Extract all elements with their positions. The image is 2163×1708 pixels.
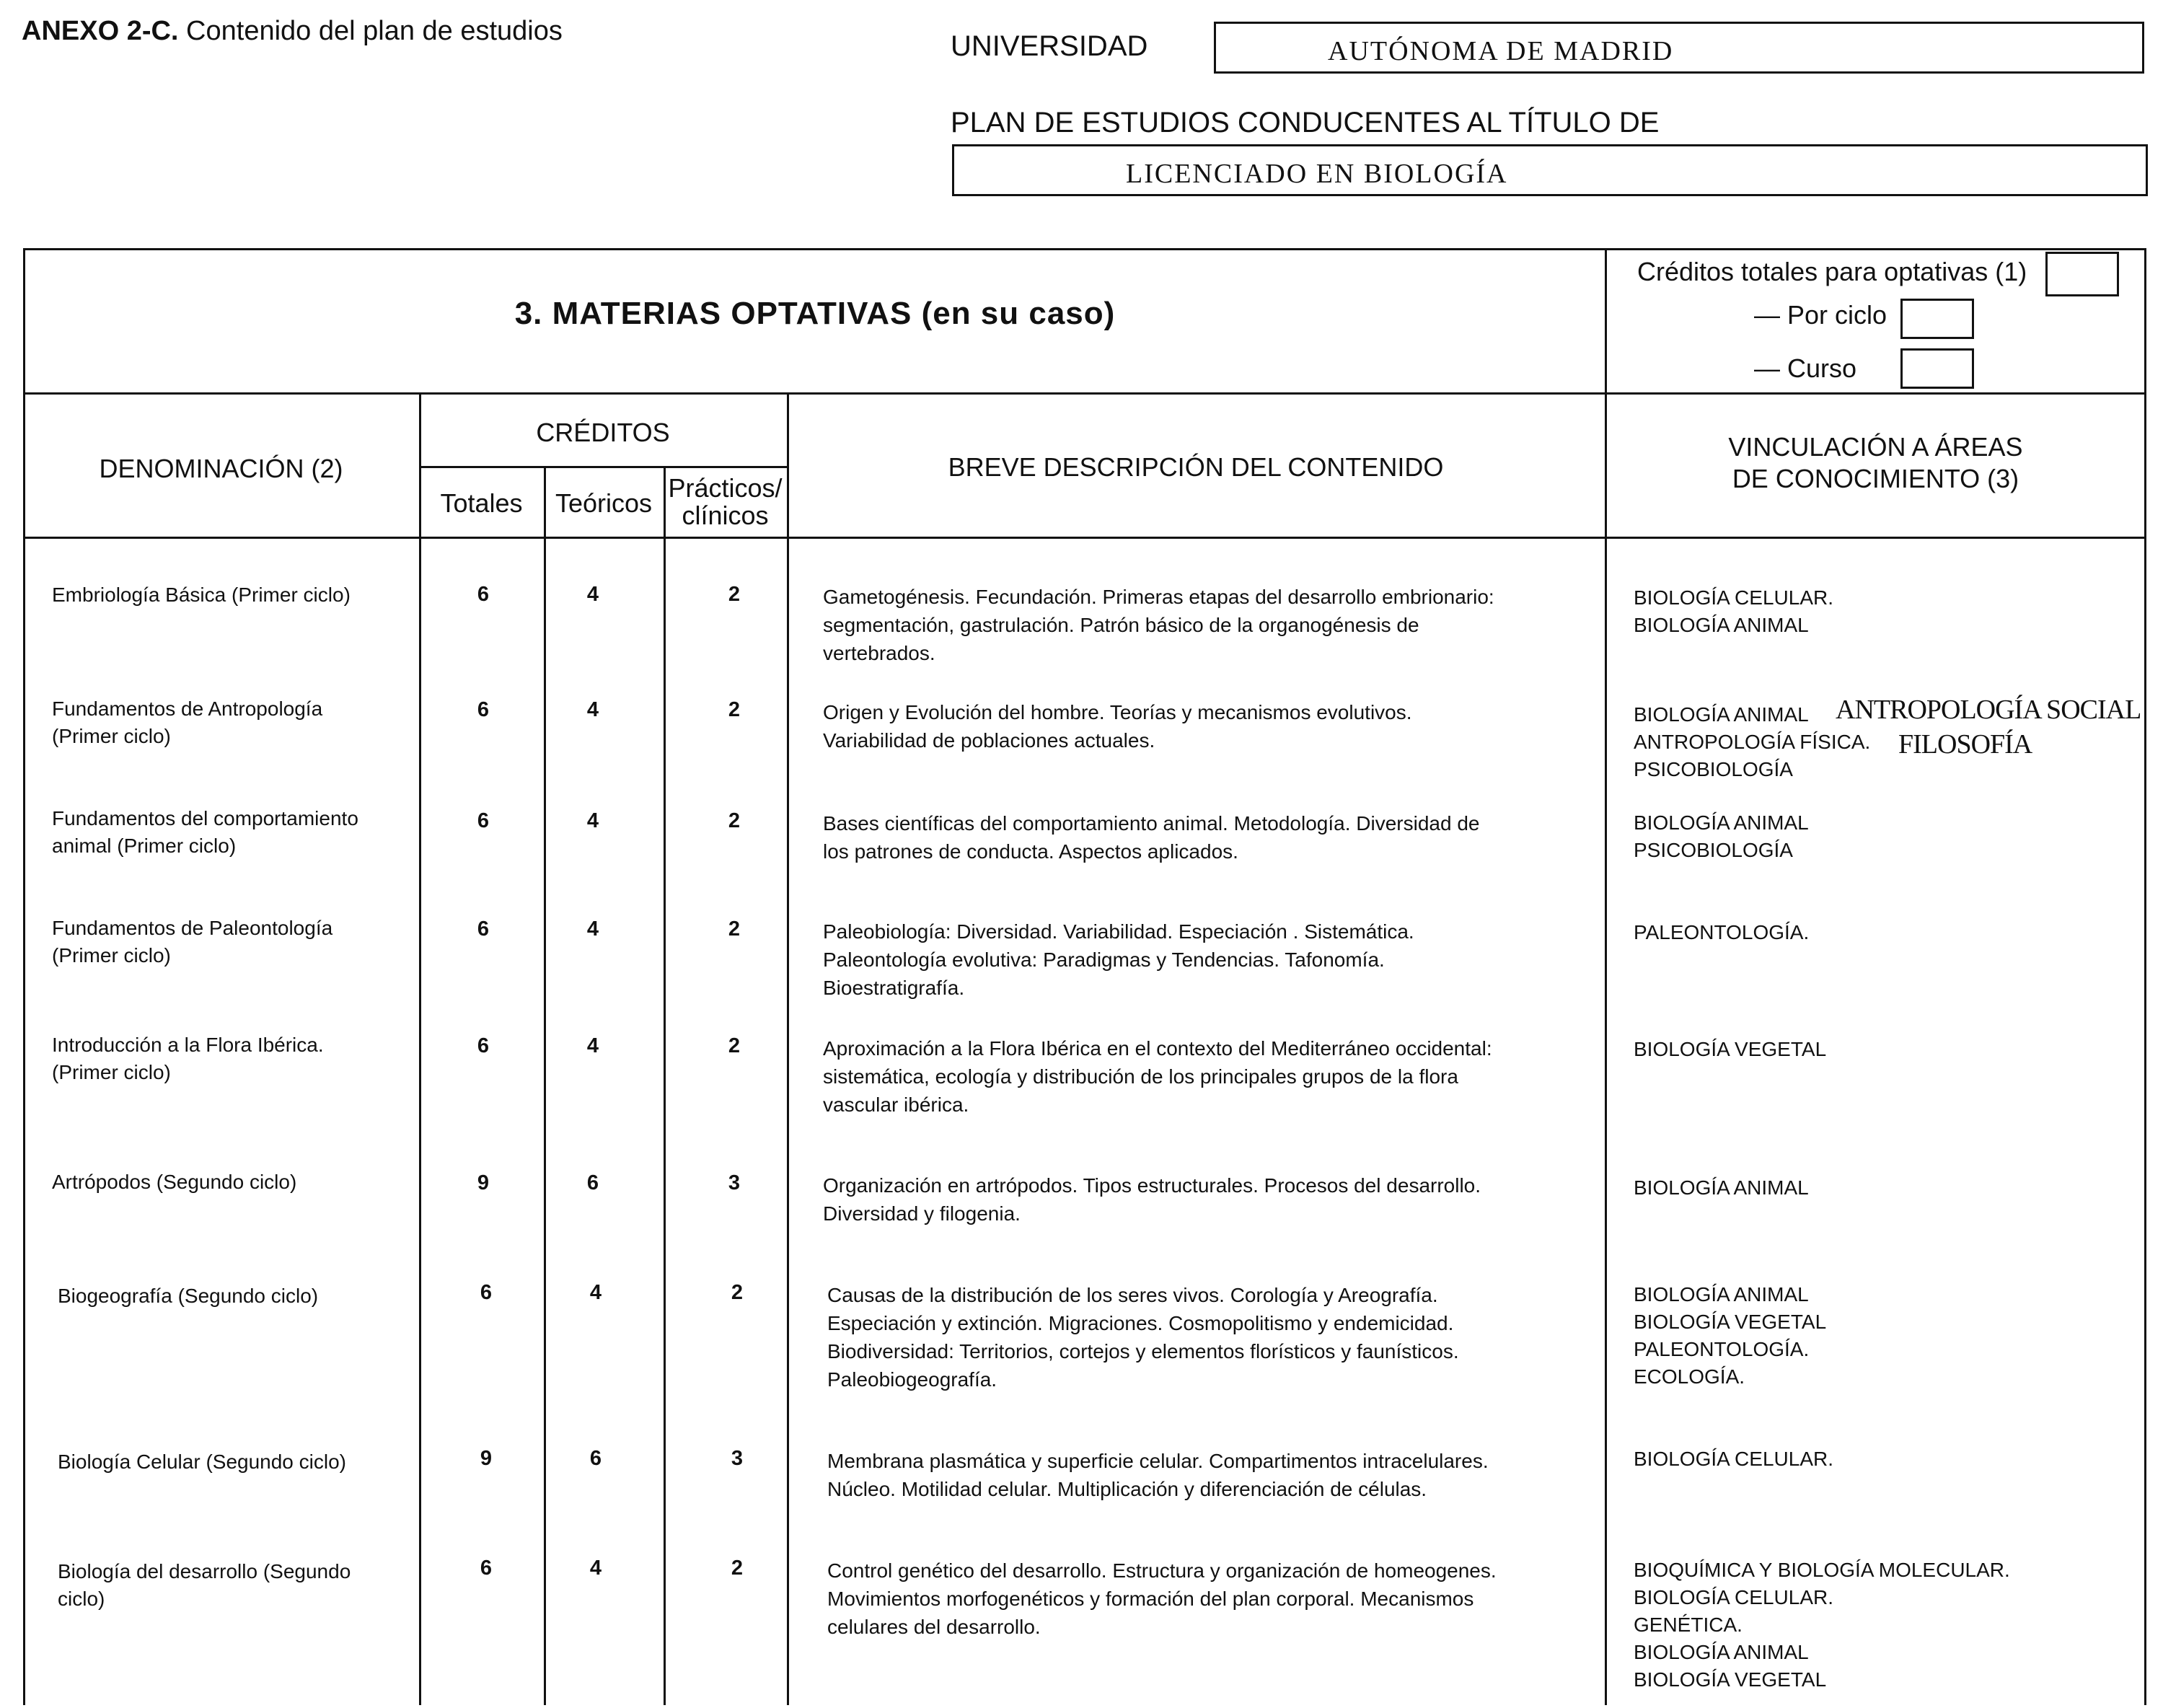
description-line: Organización en artrópodos. Tipos estructurales. Procesos del desarrollo. [823, 1174, 1481, 1197]
area-item: PALEONTOLOGÍA. [1634, 921, 1810, 943]
description-line: Núcleo. Motilidad celular. Multiplicación y diferenciación de células. [827, 1478, 1427, 1500]
credits-theoretical: 4 [589, 1557, 602, 1580]
course-name [52, 581, 351, 609]
credits-practical: 2 [731, 1281, 744, 1304]
credits-theoretical: 4 [586, 917, 599, 941]
description-line: Aproximación a la Flora Ibérica en el contexto del Mediterráneo occidental: [823, 1037, 1492, 1060]
credits-theoretical: 6 [589, 1447, 602, 1470]
course-name-line: Fundamentos de Antropología [52, 697, 323, 720]
area-item: BIOLOGÍA ANIMAL [1634, 1283, 1809, 1306]
description-line: segmentación, gastrulación. Patrón básico de la organogénesis de [823, 614, 1419, 636]
area-item: BIOLOGÍA VEGETAL [1634, 1038, 1827, 1060]
course-description [823, 1171, 1573, 1228]
description-line: vascular ibérica. [823, 1093, 969, 1116]
credits-practical: 2 [728, 917, 741, 941]
area-item: ANTROPOLOGÍA FÍSICA. [1634, 731, 1871, 753]
header-practical [664, 475, 787, 529]
header-practical-line-2: clínicos [682, 501, 769, 530]
course-name-line: Embriología Básica (Primer ciclo) [52, 584, 351, 606]
per-cycle-box[interactable] [1900, 299, 1974, 339]
header-theoretical: Teóricos [555, 488, 653, 518]
course-description [823, 809, 1573, 866]
course-name-line: (Primer ciclo) [52, 725, 171, 747]
area-item: PSICOBIOLOGÍA [1634, 758, 1793, 780]
course-areas [1634, 1174, 1809, 1202]
course-name [52, 695, 322, 750]
course-name [58, 1282, 318, 1310]
description-line: Control genético del desarrollo. Estructura y organización de homeogenes. [827, 1559, 1497, 1582]
course-description [827, 1447, 1577, 1503]
course-box[interactable] [1900, 348, 1974, 389]
area-item: BIOLOGÍA ANIMAL [1634, 703, 1809, 726]
course-name-line: ciclo) [58, 1588, 105, 1610]
area-item: BIOLOGÍA ANIMAL [1634, 614, 1809, 636]
course-description [823, 1034, 1573, 1119]
area-item: ECOLOGÍA. [1634, 1365, 1745, 1388]
description-line: vertebrados. [823, 642, 935, 664]
handwritten-area-annotation: ANTROPOLOGÍA SOCIAL [1836, 695, 2141, 725]
description-line: Paleobiología: Diversidad. Variabilidad. Especiación . Sistemática. [823, 920, 1414, 943]
university-label: UNIVERSIDAD [951, 30, 1148, 62]
area-item: BIOLOGÍA ANIMAL [1634, 1176, 1809, 1199]
credits-practical: 2 [728, 698, 741, 721]
course-areas [1634, 1036, 1826, 1063]
credits-theoretical: 4 [586, 583, 599, 606]
practical-column-divider [664, 466, 666, 1705]
area-item: BIOLOGÍA CELULAR. [1634, 1448, 1833, 1470]
credits-practical: 2 [728, 1034, 741, 1057]
credits-totals: 6 [477, 917, 490, 941]
description-line: Biodiversidad: Territorios, cortejos y elementos florísticos y faunísticos. [827, 1340, 1459, 1363]
course-label: — Curso [1754, 353, 1857, 383]
section-title: 3. MATERIAS OPTATIVAS (en su caso) [514, 296, 1116, 331]
description-line: Especiación y extinción. Migraciones. Cosmopolitismo y endemicidad. [827, 1312, 1454, 1334]
area-item: BIOLOGÍA VEGETAL [1634, 1668, 1827, 1691]
header-practical-line-1: Prácticos/ [668, 473, 783, 503]
course-description [827, 1281, 1577, 1394]
credits-totals: 6 [480, 1281, 493, 1304]
description-line: Membrana plasmática y superficie celular. Compartimentos intracelulares. [827, 1450, 1489, 1472]
theoretical-column-divider [544, 466, 546, 1705]
course-name-line: (Primer ciclo) [52, 1061, 171, 1083]
header-areas-line-2: DE CONOCIMIENTO (3) [1732, 464, 2019, 493]
course-name-line: Biogeografía (Segundo ciclo) [58, 1285, 319, 1307]
course-name [58, 1448, 346, 1476]
description-line: Diversidad y filogenia. [823, 1202, 1021, 1225]
course-description [827, 1557, 1577, 1641]
area-item: BIOLOGÍA CELULAR. [1634, 1586, 1833, 1608]
course-name-line: Biología del desarrollo (Segundo [58, 1560, 351, 1582]
credits-column-divider [419, 392, 421, 1705]
header-areas [1605, 431, 2146, 495]
description-line: Gametogénesis. Fecundación. Primeras etapas del desarrollo embrionario: [823, 586, 1494, 608]
area-item: PSICOBIOLOGÍA [1634, 839, 1793, 861]
credits-totals: 9 [480, 1447, 493, 1470]
course-name [52, 915, 332, 969]
course-name-line: Fundamentos de Paleontología [52, 917, 333, 939]
annex-label: ANEXO 2-C. [22, 16, 179, 46]
course-areas [1634, 1281, 1826, 1391]
handwritten-area-annotation: FILOSOFÍA [1898, 729, 2032, 760]
description-line: sistemática, ecología y distribución de los principales grupos de la flora [823, 1065, 1458, 1088]
course-name-line: (Primer ciclo) [52, 944, 171, 967]
header-totals: Totales [440, 488, 523, 518]
credits-totals: 6 [477, 583, 490, 606]
credits-practical: 3 [728, 1171, 741, 1194]
credits-practical: 2 [728, 583, 741, 606]
plan-label: PLAN DE ESTUDIOS CONDUCENTES AL TÍTULO DE [951, 107, 1660, 138]
degree-title-value: LICENCIADO EN BIOLOGÍA [1126, 159, 1508, 189]
credits-theoretical: 4 [586, 1034, 599, 1057]
description-column-divider [787, 392, 789, 1705]
header-description: BREVE DESCRIPCIÓN DEL CONTENIDO [948, 452, 1444, 482]
credits-totals: 9 [477, 1171, 490, 1194]
credits-theoretical: 4 [586, 698, 599, 721]
header-areas-line-1: VINCULACIÓN A ÁREAS [1728, 432, 2023, 462]
course-name-line: Fundamentos del comportamiento [52, 807, 358, 829]
area-item: BIOLOGÍA ANIMAL [1634, 1641, 1809, 1663]
table-header-bottom [23, 537, 2146, 539]
course-areas [1634, 919, 1809, 946]
credits-practical: 3 [731, 1447, 744, 1470]
table-divider-top [23, 392, 2146, 395]
description-line: Causas de la distribución de los seres vivos. Corología y Areografía. [827, 1284, 1438, 1306]
course-name-line: Introducción a la Flora Ibérica. [52, 1034, 324, 1056]
description-line: Movimientos morfogenéticos y formación del plan corporal. Mecanismos [827, 1588, 1474, 1610]
credits-theoretical: 4 [586, 809, 599, 832]
course-name [52, 1168, 296, 1196]
credits-totals: 6 [477, 698, 490, 721]
course-name-line: animal (Primer ciclo) [52, 835, 237, 857]
header-credits: CRÉDITOS [536, 418, 670, 447]
description-line: los patrones de conducta. Aspectos aplicados. [823, 840, 1238, 863]
credits-practical: 2 [728, 809, 741, 832]
annex-title [22, 16, 563, 47]
course-name-line: Artrópodos (Segundo ciclo) [52, 1171, 297, 1193]
credits-total-label: Créditos totales para optativas (1) [1637, 257, 2027, 286]
per-cycle-label: — Por ciclo [1754, 300, 1887, 330]
course-areas [1634, 1445, 1833, 1473]
description-line: Paleobiogeografía. [827, 1368, 997, 1391]
description-line: Bases científicas del comportamiento animal. Metodología. Diversidad de [823, 812, 1480, 835]
course-description [823, 698, 1573, 754]
header-denomination: DENOMINACIÓN (2) [99, 454, 343, 483]
university-value: AUTÓNOMA DE MADRID [1328, 36, 1674, 66]
area-item: BIOLOGÍA ANIMAL [1634, 811, 1809, 834]
course-areas [1634, 1557, 2010, 1694]
area-item: PALEONTOLOGÍA. [1634, 1338, 1810, 1360]
university-box [1214, 22, 2144, 74]
description-line: Variabilidad de poblaciones actuales. [823, 729, 1155, 752]
area-item: BIOQUÍMICA Y BIOLOGÍA MOLECULAR. [1634, 1559, 2010, 1581]
description-line: Origen y Evolución del hombre. Teorías y mecanismos evolutivos. [823, 701, 1412, 723]
credits-total-box[interactable] [2045, 252, 2119, 296]
credits-theoretical: 6 [586, 1171, 599, 1194]
credits-theoretical: 4 [589, 1281, 602, 1304]
course-areas [1634, 809, 1809, 864]
area-item: BIOLOGÍA VEGETAL [1634, 1311, 1827, 1333]
description-line: Paleontología evolutiva: Paradigmas y Tendencias. Tafonomía. [823, 948, 1385, 971]
description-line: celulares del desarrollo. [827, 1616, 1041, 1638]
area-item: BIOLOGÍA CELULAR. [1634, 586, 1833, 609]
course-name [52, 1031, 324, 1086]
area-item: GENÉTICA. [1634, 1614, 1743, 1636]
credits-practical: 2 [731, 1557, 744, 1580]
course-description [823, 917, 1573, 1002]
description-line: Bioestratigrafía. [823, 977, 965, 999]
annex-subtitle: Contenido del plan de estudios [186, 16, 563, 46]
course-name-line: Biología Celular (Segundo ciclo) [58, 1451, 346, 1473]
degree-title-box [952, 144, 2148, 196]
course-name [58, 1558, 351, 1613]
course-name [52, 805, 358, 860]
credits-totals: 6 [477, 1034, 490, 1057]
course-areas [1634, 584, 1833, 639]
course-description [823, 583, 1573, 667]
credits-totals: 6 [477, 809, 490, 832]
credits-totals: 6 [480, 1557, 493, 1580]
credits-subheader-divider [419, 466, 787, 468]
